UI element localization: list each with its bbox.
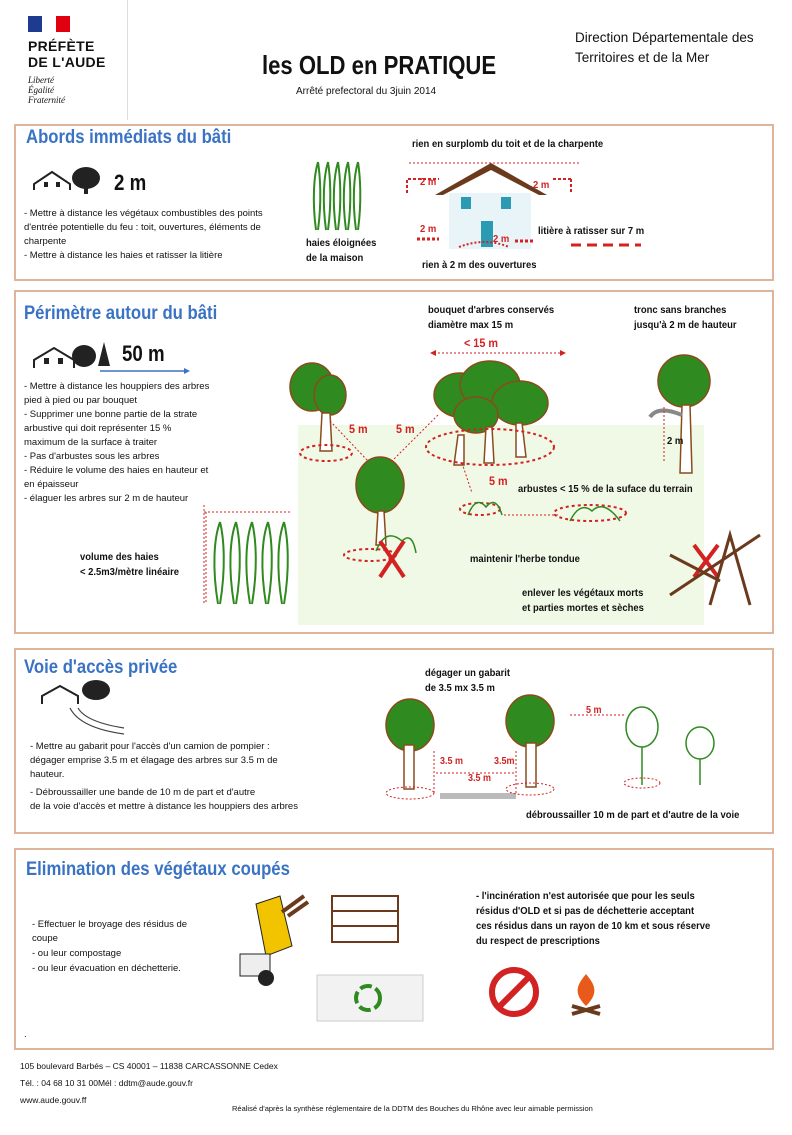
s2-bullet: - Mettre à distance les houppiers des arbres pied à pied ou par bouquet bbox=[24, 381, 210, 406]
recycling-icon bbox=[316, 974, 424, 1022]
hedge-volume-label: volume des haies < 2.5m3/mètre linéaire bbox=[80, 551, 180, 578]
openings-label: rien à 2 m des ouvertures bbox=[422, 259, 537, 271]
s1-bullet: - Mettre à distance les végétaux combustibles des points d'entrée potentielle du feu : toit, ouvertures, éléments de charpente bbox=[24, 208, 263, 247]
prefecture-name: PRÉFÈTE DE L'AUDE bbox=[28, 38, 106, 70]
dim-label: < 15 m bbox=[464, 336, 498, 350]
pruned-hedge-icon bbox=[200, 508, 300, 608]
s3-bullet: - Débroussailler une bande de 10 m de part et d'autre de la voie d'accès et mettre à distance les houppiers des arbres bbox=[30, 787, 298, 812]
s2-bullet: - élaguer les arbres sur 2 m de hauteur bbox=[24, 493, 189, 504]
clearing-label: débroussailler 10 m de part et d'autre de la voie bbox=[526, 809, 740, 821]
dim-label: 3.5 m bbox=[468, 773, 492, 784]
gauge-label: dégager un gabarit de 3.5 mx 3.5 m bbox=[425, 667, 511, 694]
republic-motto: Liberté Égalité Fraternité bbox=[28, 75, 65, 105]
roof-label: rien en surplomb du toit et de la charpente bbox=[412, 138, 604, 150]
distance-arrow bbox=[100, 368, 190, 374]
dim-label: 2 m bbox=[420, 223, 437, 235]
access-road-illustration bbox=[370, 695, 730, 805]
dim-label: 5 m bbox=[349, 422, 368, 436]
section-title: Elimination des végétaux coupés bbox=[26, 859, 290, 880]
house-road-icon bbox=[40, 678, 130, 738]
bouquet-label: bouquet d'arbres conservés diamètre max 15 m bbox=[428, 304, 555, 331]
dim-label: 3.5 m bbox=[440, 756, 464, 767]
grass-label: maintenir l'herbe tondue bbox=[470, 553, 580, 565]
s3-bullet: - Mettre au gabarit pour l'accès d'un camion de pompier : dégager emprise 3.5 m et élagage des arbres sur 3.5 m de hauteur. bbox=[30, 741, 278, 780]
dim-label: 3.5m bbox=[494, 756, 515, 767]
footer-contact: 105 boulevard Barbés – CS 40001 – 11838 CARCASSONNE Cedex Tél. : 04 68 10 31 00Mél : ddtm@aude.gouv.fr www.aude.gouv.ff bbox=[20, 1061, 278, 1105]
page-subtitle: Arrêté prefectoral du 3juin 2014 bbox=[296, 86, 437, 97]
litter-label: litière à ratisser sur 7 m bbox=[538, 225, 645, 237]
dim-label: 5 m bbox=[396, 422, 415, 436]
dim-label: 2 m bbox=[420, 176, 437, 188]
s4-bullet: - Effectuer le broyage des résidus de coupe bbox=[32, 919, 188, 944]
distance-label: 50 m bbox=[122, 341, 165, 366]
distance-label: 2 m bbox=[114, 170, 147, 195]
forbidden-icon bbox=[488, 966, 542, 1020]
page-title: les OLD en PRATIQUE bbox=[262, 50, 497, 80]
s2-bullets bbox=[24, 380, 214, 506]
s2-bullet: - Pas d'arbustes sous les arbres bbox=[24, 451, 160, 462]
section-title: Périmètre autour du bâti bbox=[24, 303, 218, 324]
section-title: Abords immédiats du bâti bbox=[26, 127, 232, 148]
incineration-text: - l'incinération n'est autorisée que pour les seuls résidus d'OLD et si pas de déchetterie acceptant ces résidus dans un rayon de 10 km et sous réserve du respect de prescriptions bbox=[476, 890, 711, 947]
dim-label: 2 m bbox=[533, 179, 550, 191]
section-title: Voie d'accès privée bbox=[24, 657, 178, 678]
s2-bullet: - Supprimer une bonne partie de la strate arbustive qui doit représenter 15 % maximum de la surface à traiter bbox=[24, 409, 198, 448]
republic-flag-icon bbox=[28, 16, 72, 32]
s4-bullet: - ou leur évacuation en déchetterie. bbox=[32, 963, 181, 974]
s1-bullet: - Mettre à distance les haies et ratisser la litière bbox=[24, 250, 223, 261]
shredder-icon bbox=[232, 892, 322, 988]
dead-vegetation-label: enlever les végétaux morts et parties mortes et sèches bbox=[522, 587, 644, 614]
compost-bin-icon bbox=[330, 886, 400, 944]
trunk-label: tronc sans branches jusqu'à 2 m de hauteur bbox=[634, 304, 737, 331]
hedges-label: haies éloignées de la maison bbox=[306, 237, 377, 264]
dim-label: 5 m bbox=[489, 474, 508, 488]
stray-dot: . bbox=[24, 1029, 27, 1040]
footer-credit: Réalisé d'après la synthèse réglementaire de la DDTM des Bouches du Rhône avec leur aimable permission bbox=[232, 1104, 593, 1113]
fire-icon bbox=[566, 970, 606, 1018]
house-icon bbox=[32, 162, 104, 198]
s4-bullet: - ou leur compostage bbox=[32, 948, 122, 959]
direction-name: Direction Départementale des Territoires et de la Mer bbox=[575, 30, 754, 65]
dim-label: 5 m bbox=[586, 705, 602, 716]
dim-label: 2 m bbox=[493, 233, 510, 245]
hedge-icon bbox=[312, 160, 368, 232]
house-illustration bbox=[405, 155, 665, 255]
s2-bullet: - Réduire le volume des haies en hauteur et en épaisseur bbox=[24, 465, 209, 490]
shrubs-label: arbustes < 15 % de la suface du terrain bbox=[518, 483, 693, 495]
dim-label: 2 m bbox=[667, 435, 684, 447]
